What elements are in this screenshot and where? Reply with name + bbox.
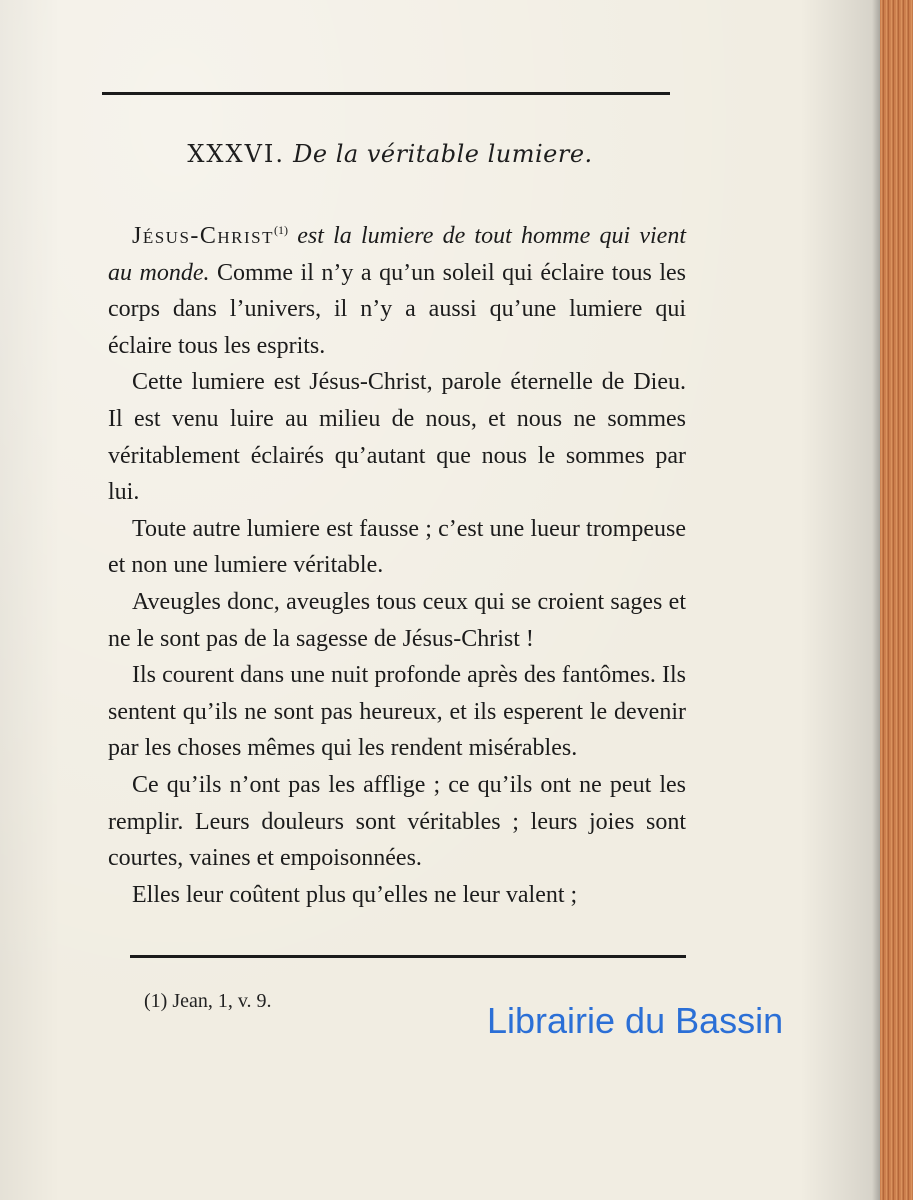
paragraph-6: Ce qu’ils n’ont pas les afflige ; ce qu’ils ont ne peut les remplir. Leurs douleurs sont véritables ; leurs joies sont courtes, vaines et empoisonnées. [108, 771, 686, 872]
paragraph-1-text: Comme il n’y a qu’un soleil qui éclaire tous les corps dans l’univers, il n’y a aussi qu’une lumiere qui éclaire tous les esprits. [108, 259, 686, 359]
paragraph-7: Elles leur coûtent plus qu’elles ne leur valent ; [132, 881, 578, 908]
footnote-ref: (1) [274, 223, 289, 237]
chapter-title [0, 140, 780, 168]
paragraph-1 [108, 212, 686, 364]
book-page-edges [880, 0, 913, 1200]
paragraph-5: Ils courent dans une nuit profonde après des fantômes. Ils sentent qu’ils ne sont pas heureux, et ils esperent le devenir par les choses mêmes qui les rendent misérables. [108, 662, 686, 762]
paragraph-2: Cette lumiere est Jésus-Christ, parole éternelle de Dieu. Il est venu luire au milieu de nous, et nous ne sommes véritablement éclairés qu’autant que nous le sommes par lui. [108, 369, 686, 506]
chapter-number: XXXVI. [187, 140, 286, 168]
bottom-rule [130, 955, 686, 958]
italic-lead: est la lumiere de tout homme qui vient au monde. [108, 223, 686, 286]
chapter-heading: De la véritable lumiere. [293, 140, 593, 168]
watermark-text: Librairie du Bassin [487, 1000, 784, 1041]
footnote: (1) Jean, 1, v. 9. [144, 990, 272, 1012]
paragraph-4: Aveugles donc, aveugles tous ceux qui se croient sages et ne le sont pas de la sagesse de Jésus-Christ ! [108, 588, 686, 652]
body-text [108, 212, 686, 913]
top-rule [102, 92, 670, 95]
paragraph-3: Toute autre lumiere est fausse ; c’est une lueur trompeuse et non une lumiere véritable. [108, 515, 686, 579]
name-small-caps: Jésus-Christ [132, 223, 275, 249]
